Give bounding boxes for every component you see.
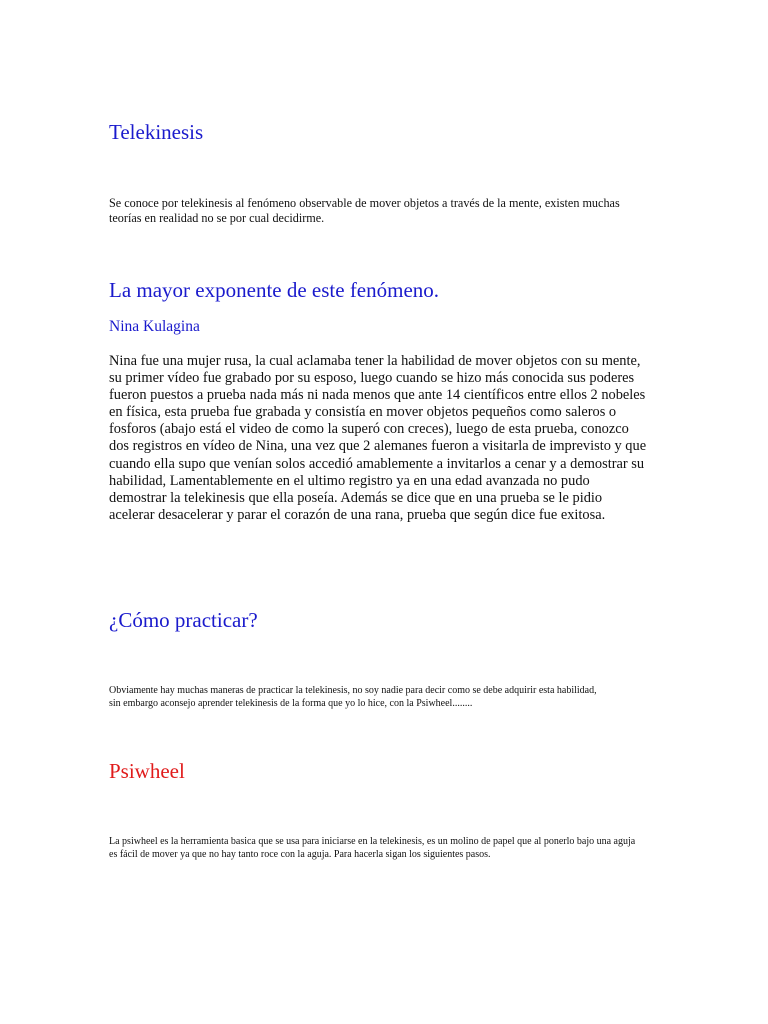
paragraph-psiwheel: La psiwheel es la herramienta basica que se usa para iniciarse en la telekinesis, es un molino de papel que al ponerlo bajo una aguja es fácil de mover ya que no hay tanto roce con la aguja. Para hacerla sigan los siguientes pasos. [109,836,636,860]
paragraph-practicar: Obviamente hay muchas maneras de practicar la telekinesis, no soy nadie para decir como se debe adquirir esta habilidad, sin embargo aconsejo aprender telekinesis de la forma que yo lo hice, con la Psiwheel........ [109,685,597,709]
heading-como-practicar: ¿Cómo practicar? [109,608,258,632]
paragraph-intro: Se conoce por telekinesis al fenómeno observable de mover objetos a través de la mente, existen muchas teorías en realidad no se por cual decidirme. [109,196,620,225]
heading-mayor-exponente: La mayor exponente de este fenómeno. [109,278,440,302]
heading-psiwheel: Psiwheel [109,759,185,783]
heading-telekinesis: Telekinesis [109,120,204,144]
subheading-nina-kulagina: Nina Kulagina [109,318,200,335]
paragraph-nina: Nina fue una mujer rusa, la cual aclamaba tener la habilidad de mover objetos con su mente, su primer vídeo fue grabado por su esposo, luego cuando se hizo más conocida sus poderes fueron puestos a prueba nada más ni nada menos que ante 14 científicos entre ellos 2 nobeles en física, esta prueba fue grabada y consistía en mover objetos pequeños como saleros o fosforos (abajo está el video de como la superó con creces), luego de esta prueba, conozco dos registros en vídeo de Nina, una vez que 2 alemanes fueron a visitarla de imprevisto y que cuando ella supo que venían solos accedió amablemente a invitarlos a cenar y a demostrar su habilidad, Lamentablemente en el ultimo registro ya en una edad avanzada no pudo demostrar la telekinesis que ella poseía. Además se dice que en una prueba se le pidio acelerar desacelerar y parar el corazón de una rana, prueba que según dice fue exitosa. [109,353,647,523]
